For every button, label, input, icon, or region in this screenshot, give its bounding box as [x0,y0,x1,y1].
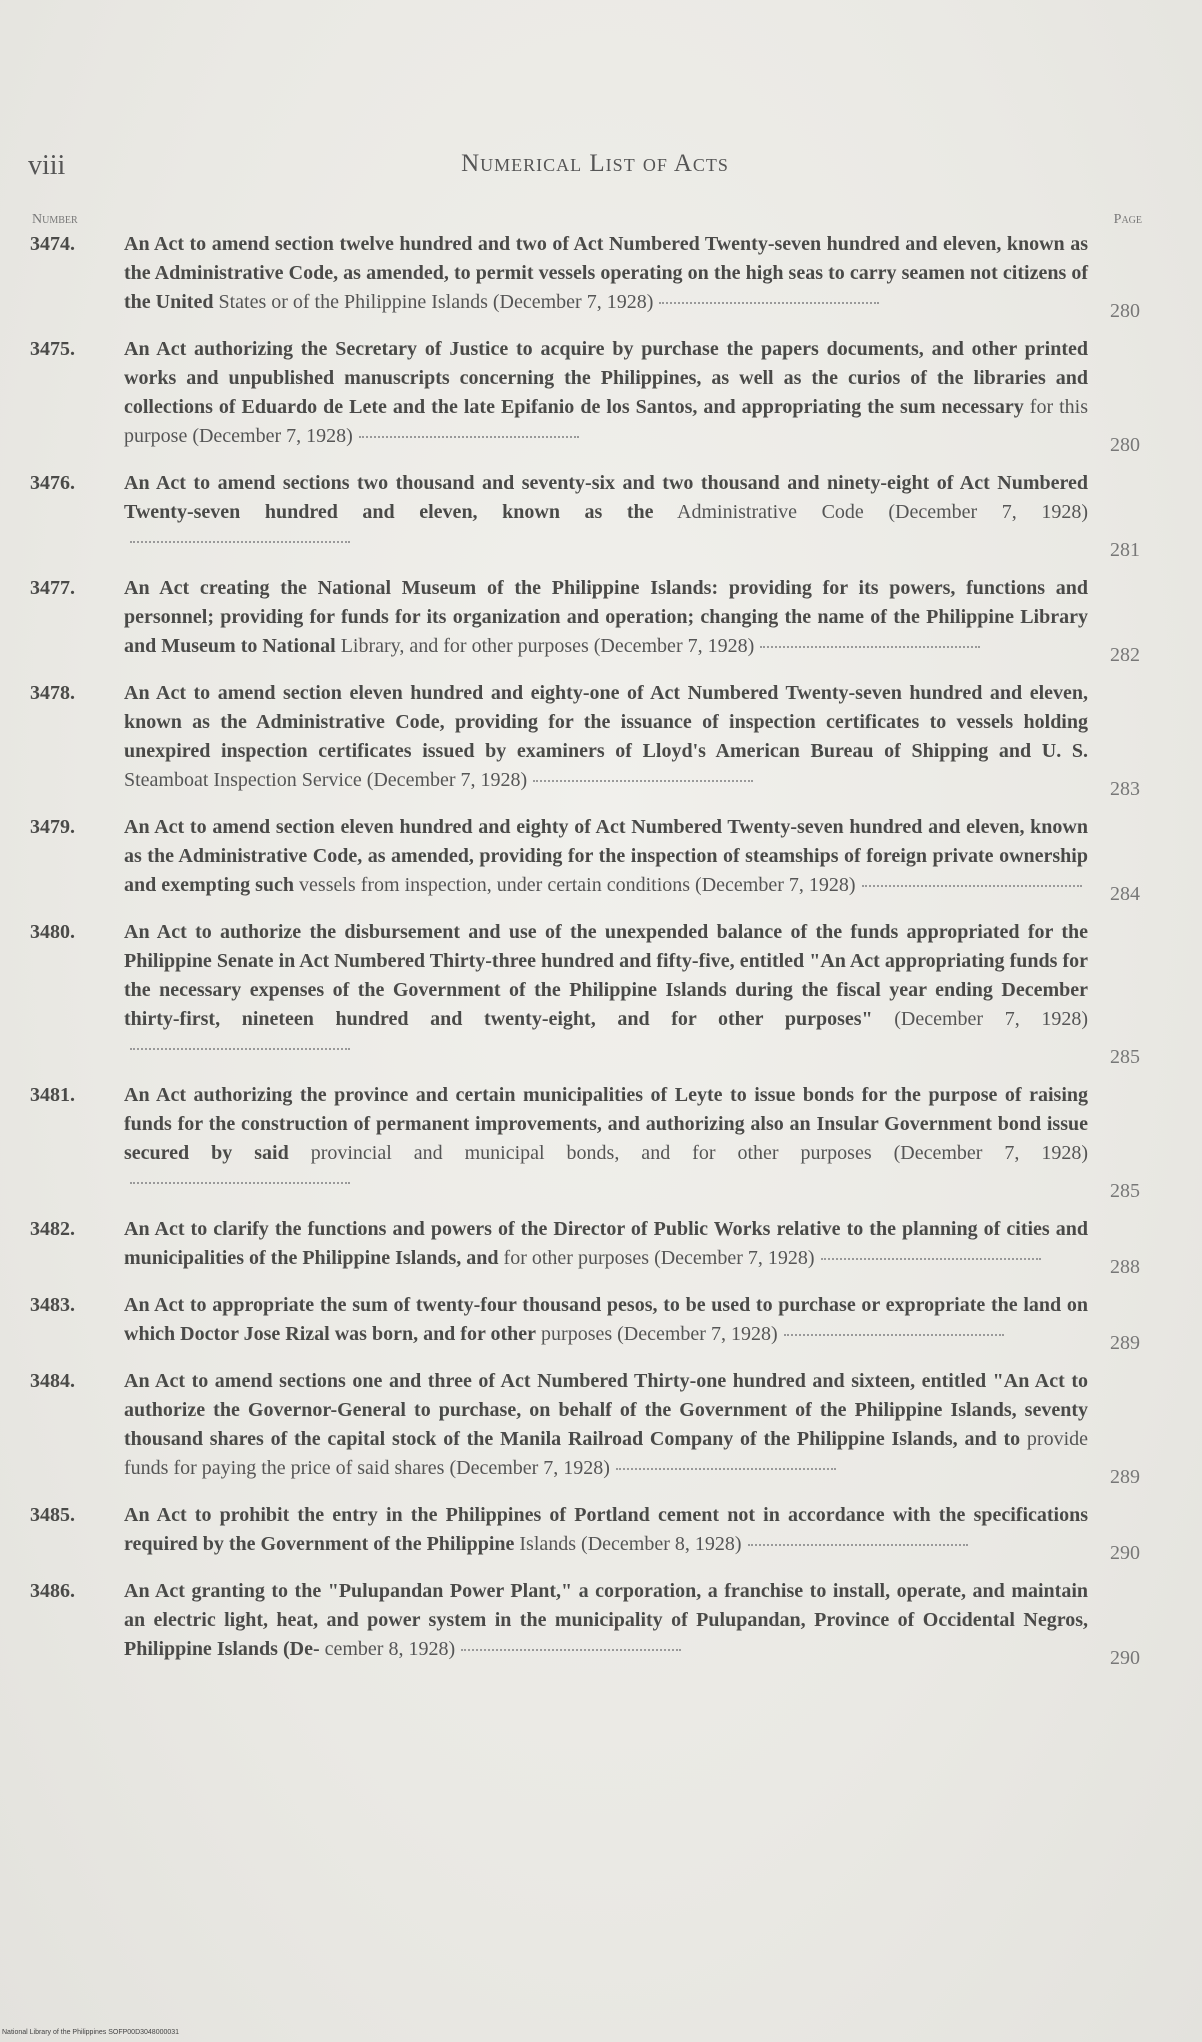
act-title-tail: Islands (December 8, 1928) [519,1533,742,1555]
act-title-lead: An Act granting to the "Pulupandan Power Plant," a corporation, a franchise to install, operate, and maintain an electric light, heat, and power system in the municipality of Pulupandan, Province of Occidental Negros, Philippine Islands (De- [124,1580,1088,1660]
act-title-lead: An Act authorizing the province and certain municipalities of Leyte to issue bonds for the purpose of raising funds for the construction of permanent improvements, and authorizing also an Insular Government bond issue secured by said [124,1084,1088,1164]
act-number: 3486. [30,1580,75,1602]
act-number: 3480. [30,921,75,943]
act-entry [30,1291,1140,1354]
act-title-tail: for this purpose (December 7, 1928) [124,396,1089,447]
act-title-lead: An Act to authorize the disbursement and use of the unexpended balance of the funds appropriated for the Philippine Senate in Act Numbered Thirty-three hundred and fifty-five, entitled "An Act appropriating funds for the necessary expenses of the Government of the Philippine Islands during the fiscal year ending December thirty-first, nineteen hundred and twenty-eight, and for other purposes" [124,921,1088,1030]
act-title-lead: An Act to amend section eleven hundred and eighty of Act Numbered Twenty-seven hundred and eleven, known as the Administrative Code, as amended, providing for the inspection of steamships of foreign private ownership and exempting such [124,816,1088,896]
act-entry [30,1215,1140,1278]
act-title-tail: Library, and for other purposes (December 7, 1928) [340,635,755,657]
page-reference: 290 [1110,1647,1140,1669]
act-title-tail: States or of the Philippine Islands (December 7, 1928) [218,291,654,313]
page-number: viii [28,150,66,181]
act-title-tail: (December 7, 1928) [894,1008,1089,1030]
number-column-label: Number [32,212,78,227]
dot-leader [130,541,350,543]
act-title [124,1501,1088,1559]
dot-leader [659,302,879,304]
act-entry [30,469,1140,561]
page-reference: 280 [1110,300,1140,322]
act-entry [30,1081,1140,1202]
act-title [124,1291,1088,1349]
act-number: 3478. [30,682,75,704]
page-reference: 284 [1110,883,1140,905]
act-number: 3482. [30,1218,75,1240]
dot-leader [616,1468,836,1470]
page-reference: 285 [1110,1180,1140,1202]
act-title-tail: purposes (December 7, 1928) [541,1323,778,1345]
dot-leader [130,1048,350,1050]
act-title-lead: An Act to appropriate the sum of twenty-four thousand pesos, to be used to purchase or expropriate the land on which Doctor Jose Rizal was born, and for other [124,1294,1088,1345]
acts-list [30,230,1140,1682]
dot-leader [862,885,1082,887]
act-entry [30,1577,1140,1669]
column-headers [32,212,1142,232]
act-number: 3484. [30,1370,75,1392]
scan-credit: National Library of the Philippines SOFP00D3048000031 [2,2029,180,2036]
act-entry [30,918,1140,1068]
page-reference: 290 [1110,1542,1140,1564]
act-title-tail: provide funds for paying the price of said shares (December 7, 1928) [124,1428,1088,1479]
dot-leader [130,1182,350,1184]
act-entry [30,679,1140,800]
act-title-tail: provincial and municipal bonds, and for other purposes (December 7, 1928) [310,1142,1089,1164]
act-title-tail: cember 8, 1928) [324,1638,456,1660]
act-title [124,335,1088,451]
act-title [124,469,1088,556]
page-reference: 280 [1110,434,1140,456]
act-title [124,679,1088,795]
act-title [124,574,1088,661]
dot-leader [784,1334,1004,1336]
act-number: 3483. [30,1294,75,1316]
act-title-lead: An Act authorizing the Secretary of Justice to acquire by purchase the papers documents, and other printed works and unpublished manuscripts concerning the Philippines, as well as the curios of the libraries and collections of Eduardo de Lete and the late Epifanio de los Santos, and appropriating the sum necessary [124,338,1088,418]
act-title-tail: vessels from inspection, under certain conditions (December 7, 1928) [299,874,856,896]
dot-leader [748,1544,968,1546]
page-reference: 289 [1110,1466,1140,1488]
dot-leader [461,1649,681,1651]
act-number: 3477. [30,577,75,599]
dot-leader [533,780,753,782]
dot-leader [821,1258,1041,1260]
act-title [124,1215,1088,1273]
act-title-lead: An Act creating the National Museum of the Philippine Islands: providing for its powers, functions and personnel; providing for funds for its organization and operation; changing the name of the Philippine Library and Museum to National [124,577,1088,657]
act-title-lead: An Act to amend section twelve hundred and two of Act Numbered Twenty-seven hundred and eleven, known as the Administrative Code, as amended, to permit vessels operating on the high seas to carry seamen not citizens of the United [124,233,1088,313]
act-title [124,230,1088,317]
act-title-lead: An Act to amend sections one and three of Act Numbered Thirty-one hundred and sixteen, entitled "An Act to authorize the Governor-General to purchase, on behalf of the Government of the Philippine Islands, seventy thousand shares of the capital stock of the Manila Railroad Company of the Philippine Islands, and to [124,1370,1088,1450]
running-title: Numerical List of Acts [461,150,729,177]
act-entry [30,813,1140,905]
act-number: 3479. [30,816,75,838]
act-entry [30,1367,1140,1488]
act-number: 3476. [30,472,75,494]
dot-leader [359,436,579,438]
page-header [28,150,1162,190]
page-reference: 282 [1110,644,1140,666]
page-column-label: Page [1113,212,1142,227]
act-number: 3485. [30,1504,75,1526]
act-entry [30,335,1140,456]
act-title [124,1367,1088,1483]
act-title [124,1577,1088,1664]
act-title-lead: An Act to clarify the functions and powers of the Director of Public Works relative to the planning of cities and municipalities of the Philippine Islands, and [124,1218,1088,1269]
act-title [124,813,1088,900]
page-reference: 285 [1110,1046,1140,1068]
page-reference: 283 [1110,778,1140,800]
act-title-tail: for other purposes (December 7, 1928) [503,1247,815,1269]
page-reference: 281 [1110,539,1140,561]
dot-leader [760,646,980,648]
act-title-tail: Administrative Code (December 7, 1928) [677,501,1089,523]
act-title [124,918,1088,1063]
act-entry [30,1501,1140,1564]
page-reference: 289 [1110,1332,1140,1354]
act-title-lead: An Act to prohibit the entry in the Philippines of Portland cement not in accordance with the specifications required by the Government of the Philippine [124,1504,1088,1555]
act-title-lead: An Act to amend sections two thousand and seventy-six and two thousand and ninety-eight of Act Numbered Twenty-seven hundred and eleven, known as the [124,472,1088,523]
act-entry [30,230,1140,322]
act-number: 3475. [30,338,75,360]
act-entry [30,574,1140,666]
act-number: 3481. [30,1084,75,1106]
act-number: 3474. [30,233,75,255]
page-reference: 288 [1110,1256,1140,1278]
act-title-lead: An Act to amend section eleven hundred and eighty-one of Act Numbered Twenty-seven hundred and eleven, known as the Administrative Code, providing for the issuance of inspection certificates to vessels holding unexpired inspection certificates issued by examiners of Lloyd's American Bureau of Shipping and U. S. [124,682,1088,762]
act-title-tail: Steamboat Inspection Service (December 7, 1928) [124,769,528,791]
act-title [124,1081,1088,1197]
